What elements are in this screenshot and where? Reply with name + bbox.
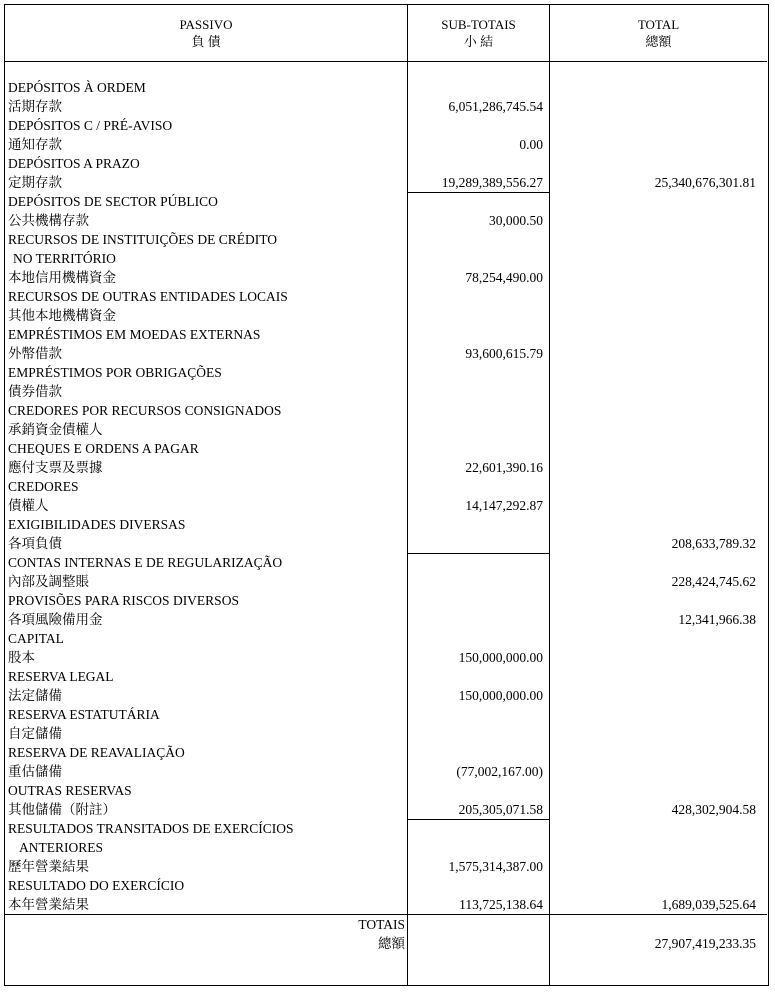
table-row: [5, 363, 770, 382]
row-label: 外幣借款: [8, 346, 62, 361]
totals-label: TOTAIS: [358, 917, 405, 932]
table-row: [5, 876, 770, 895]
row-label: CREDORES: [8, 479, 79, 494]
table-row: [5, 629, 770, 648]
table-row: [5, 743, 770, 762]
row-label: 各項風險備用金: [8, 612, 103, 627]
row-label: EMPRÉSTIMOS EM MOEDAS EXTERNAS: [8, 327, 261, 342]
subtotal-value: 22,601,390.16: [465, 460, 543, 475]
table-row: [5, 249, 770, 268]
row-label: RESULTADOS TRANSITADOS DE EXERCÍCIOS: [8, 821, 294, 836]
total-value: 12,341,966.38: [678, 612, 756, 627]
header-passivo-cn: 負 債: [191, 34, 221, 49]
subtotal-value: 1,575,314,387.00: [448, 859, 543, 874]
row-label: 應付支票及票據: [8, 460, 103, 475]
header-subtotais-cn: 小 結: [463, 34, 494, 49]
row-label: 股本: [8, 650, 35, 665]
table-row: [5, 78, 770, 97]
subtotal-value: 14,147,292.87: [465, 498, 543, 513]
table-row: [5, 192, 770, 211]
subtotal-value: 93,600,615.79: [465, 346, 543, 361]
row-label: 重估儲備: [8, 764, 62, 779]
table-row: [5, 534, 770, 553]
header-subtotais: [408, 5, 549, 61]
row-label: 各項負債: [8, 536, 62, 551]
row-label: RESERVA DE REAVALIAÇÃO: [8, 745, 185, 760]
table-row: [5, 591, 770, 610]
table-row: [5, 458, 770, 477]
row-label: DEPÓSITOS A PRAZO: [8, 156, 140, 171]
row-label: RECURSOS DE INSTITUIÇÕES DE CRÉDITO: [8, 232, 278, 247]
table-row: [5, 819, 770, 838]
table-row: [5, 154, 770, 173]
subtotal-value: 6,051,286,745.54: [448, 99, 543, 114]
header-total: [550, 5, 767, 61]
table-row: [5, 173, 770, 192]
row-label: 本年營業結果: [8, 897, 89, 912]
table-row: [5, 496, 770, 515]
table-row: [5, 116, 770, 135]
table-row: [5, 135, 770, 154]
row-label: DEPÓSITOS C / PRÉ-AVISO: [8, 118, 173, 133]
table-row: [5, 838, 770, 857]
total-value: 25,340,676,301.81: [654, 175, 756, 190]
header-total-cn: 總額: [645, 34, 672, 49]
row-label: RECURSOS DE OUTRAS ENTIDADES LOCAIS: [8, 289, 288, 304]
row-label: 本地信用機構資金: [8, 270, 116, 285]
row-label: DEPÓSITOS À ORDEM: [8, 80, 146, 95]
row-label: 定期存款: [8, 175, 62, 190]
table-row: [5, 382, 770, 401]
row-label: 承銷資金債權人: [8, 422, 103, 437]
table-row: [5, 325, 770, 344]
row-label: CHEQUES E ORDENS A PAGAR: [8, 441, 199, 456]
row-label: 通知存款: [8, 137, 62, 152]
table-row: [5, 781, 770, 800]
row-label: RESERVA LEGAL: [8, 669, 114, 684]
table-row: [5, 211, 770, 230]
row-label: DEPÓSITOS DE SECTOR PÚBLICO: [8, 194, 218, 209]
row-label: 債券借款: [8, 384, 62, 399]
header-total-label: TOTAL: [637, 17, 680, 32]
table-row: [5, 762, 770, 781]
grand-total-value: 27,907,419,233.35: [654, 936, 756, 951]
subtotal-value: 150,000,000.00: [458, 688, 543, 703]
subtotal-value: 150,000,000.00: [458, 650, 543, 665]
row-label: OUTRAS RESERVAS: [8, 783, 132, 798]
row-label: 內部及調整賬: [8, 574, 89, 589]
total-value: 428,302,904.58: [671, 802, 756, 817]
total-value: 208,633,789.32: [671, 536, 756, 551]
row-label: 歷年營業結果: [8, 859, 89, 874]
balance-sheet-liabilities: [4, 4, 769, 986]
subtotal-value: 113,725,138.64: [459, 897, 543, 912]
row-label: NO TERRITÓRIO: [13, 251, 116, 266]
row-label: 其他儲備（附註）: [8, 802, 116, 817]
table-row: [5, 515, 770, 534]
table-row: [5, 667, 770, 686]
table-row: [5, 648, 770, 667]
table-row: [5, 477, 770, 496]
table-row: [5, 800, 770, 819]
table-row: [5, 724, 770, 743]
table-row: [5, 268, 770, 287]
row-label: ANTERIORES: [19, 840, 103, 855]
row-label: 其他本地機構資金: [8, 308, 116, 323]
subtotal-value: 30,000.50: [489, 213, 543, 228]
table-row: [5, 857, 770, 876]
row-label: EMPRÉSTIMOS POR OBRIGAÇÕES: [8, 365, 222, 380]
row-label: 法定儲備: [8, 688, 62, 703]
table-row: [5, 705, 770, 724]
row-label: CONTAS INTERNAS E DE REGULARIZAÇÃO: [8, 555, 283, 570]
row-label: RESERVA ESTATUTÁRIA: [8, 707, 160, 722]
row-label: RESULTADO DO EXERCÍCIO: [8, 878, 185, 893]
header-subtotais-label: SUB-TOTAIS: [441, 17, 516, 32]
header-passivo-label: PASSIVO: [179, 17, 233, 32]
subtotal-value: (77,002,167.00): [456, 764, 543, 779]
row-label: CAPITAL: [8, 631, 64, 646]
totals-label-cn: 總額: [378, 936, 405, 951]
table-row: [5, 553, 770, 572]
table-row: [5, 401, 770, 420]
row-label: 自定儲備: [8, 726, 62, 741]
table-row: [5, 572, 770, 591]
table-row: [5, 610, 770, 629]
header-passivo: [5, 5, 407, 61]
table-row: [5, 287, 770, 306]
table-row: [5, 230, 770, 249]
total-value: 1,689,039,525.64: [661, 897, 756, 912]
subtotal-value: 19,289,389,556.27: [441, 175, 543, 190]
row-label: EXIGIBILIDADES DIVERSAS: [8, 517, 186, 532]
header-divider: [5, 61, 767, 62]
row-label: PROVISÕES PARA RISCOS DIVERSOS: [8, 593, 239, 608]
row-label: 債權人: [8, 498, 49, 513]
subtotal-value: 78,254,490.00: [465, 270, 543, 285]
table-row: [5, 344, 770, 363]
row-label: 公共機構存款: [8, 213, 89, 228]
table-row: [5, 686, 770, 705]
table-row: [5, 97, 770, 116]
table-row: [5, 420, 770, 439]
row-label: CREDORES POR RECURSOS CONSIGNADOS: [8, 403, 282, 418]
subtotal-value: 0.00: [519, 137, 543, 152]
total-value: 228,424,745.62: [671, 574, 756, 589]
table-row: [5, 306, 770, 325]
table-row: [5, 439, 770, 458]
row-label: 活期存款: [8, 99, 62, 114]
subtotal-value: 205,305,071.58: [458, 802, 543, 817]
table-row: [5, 895, 770, 914]
